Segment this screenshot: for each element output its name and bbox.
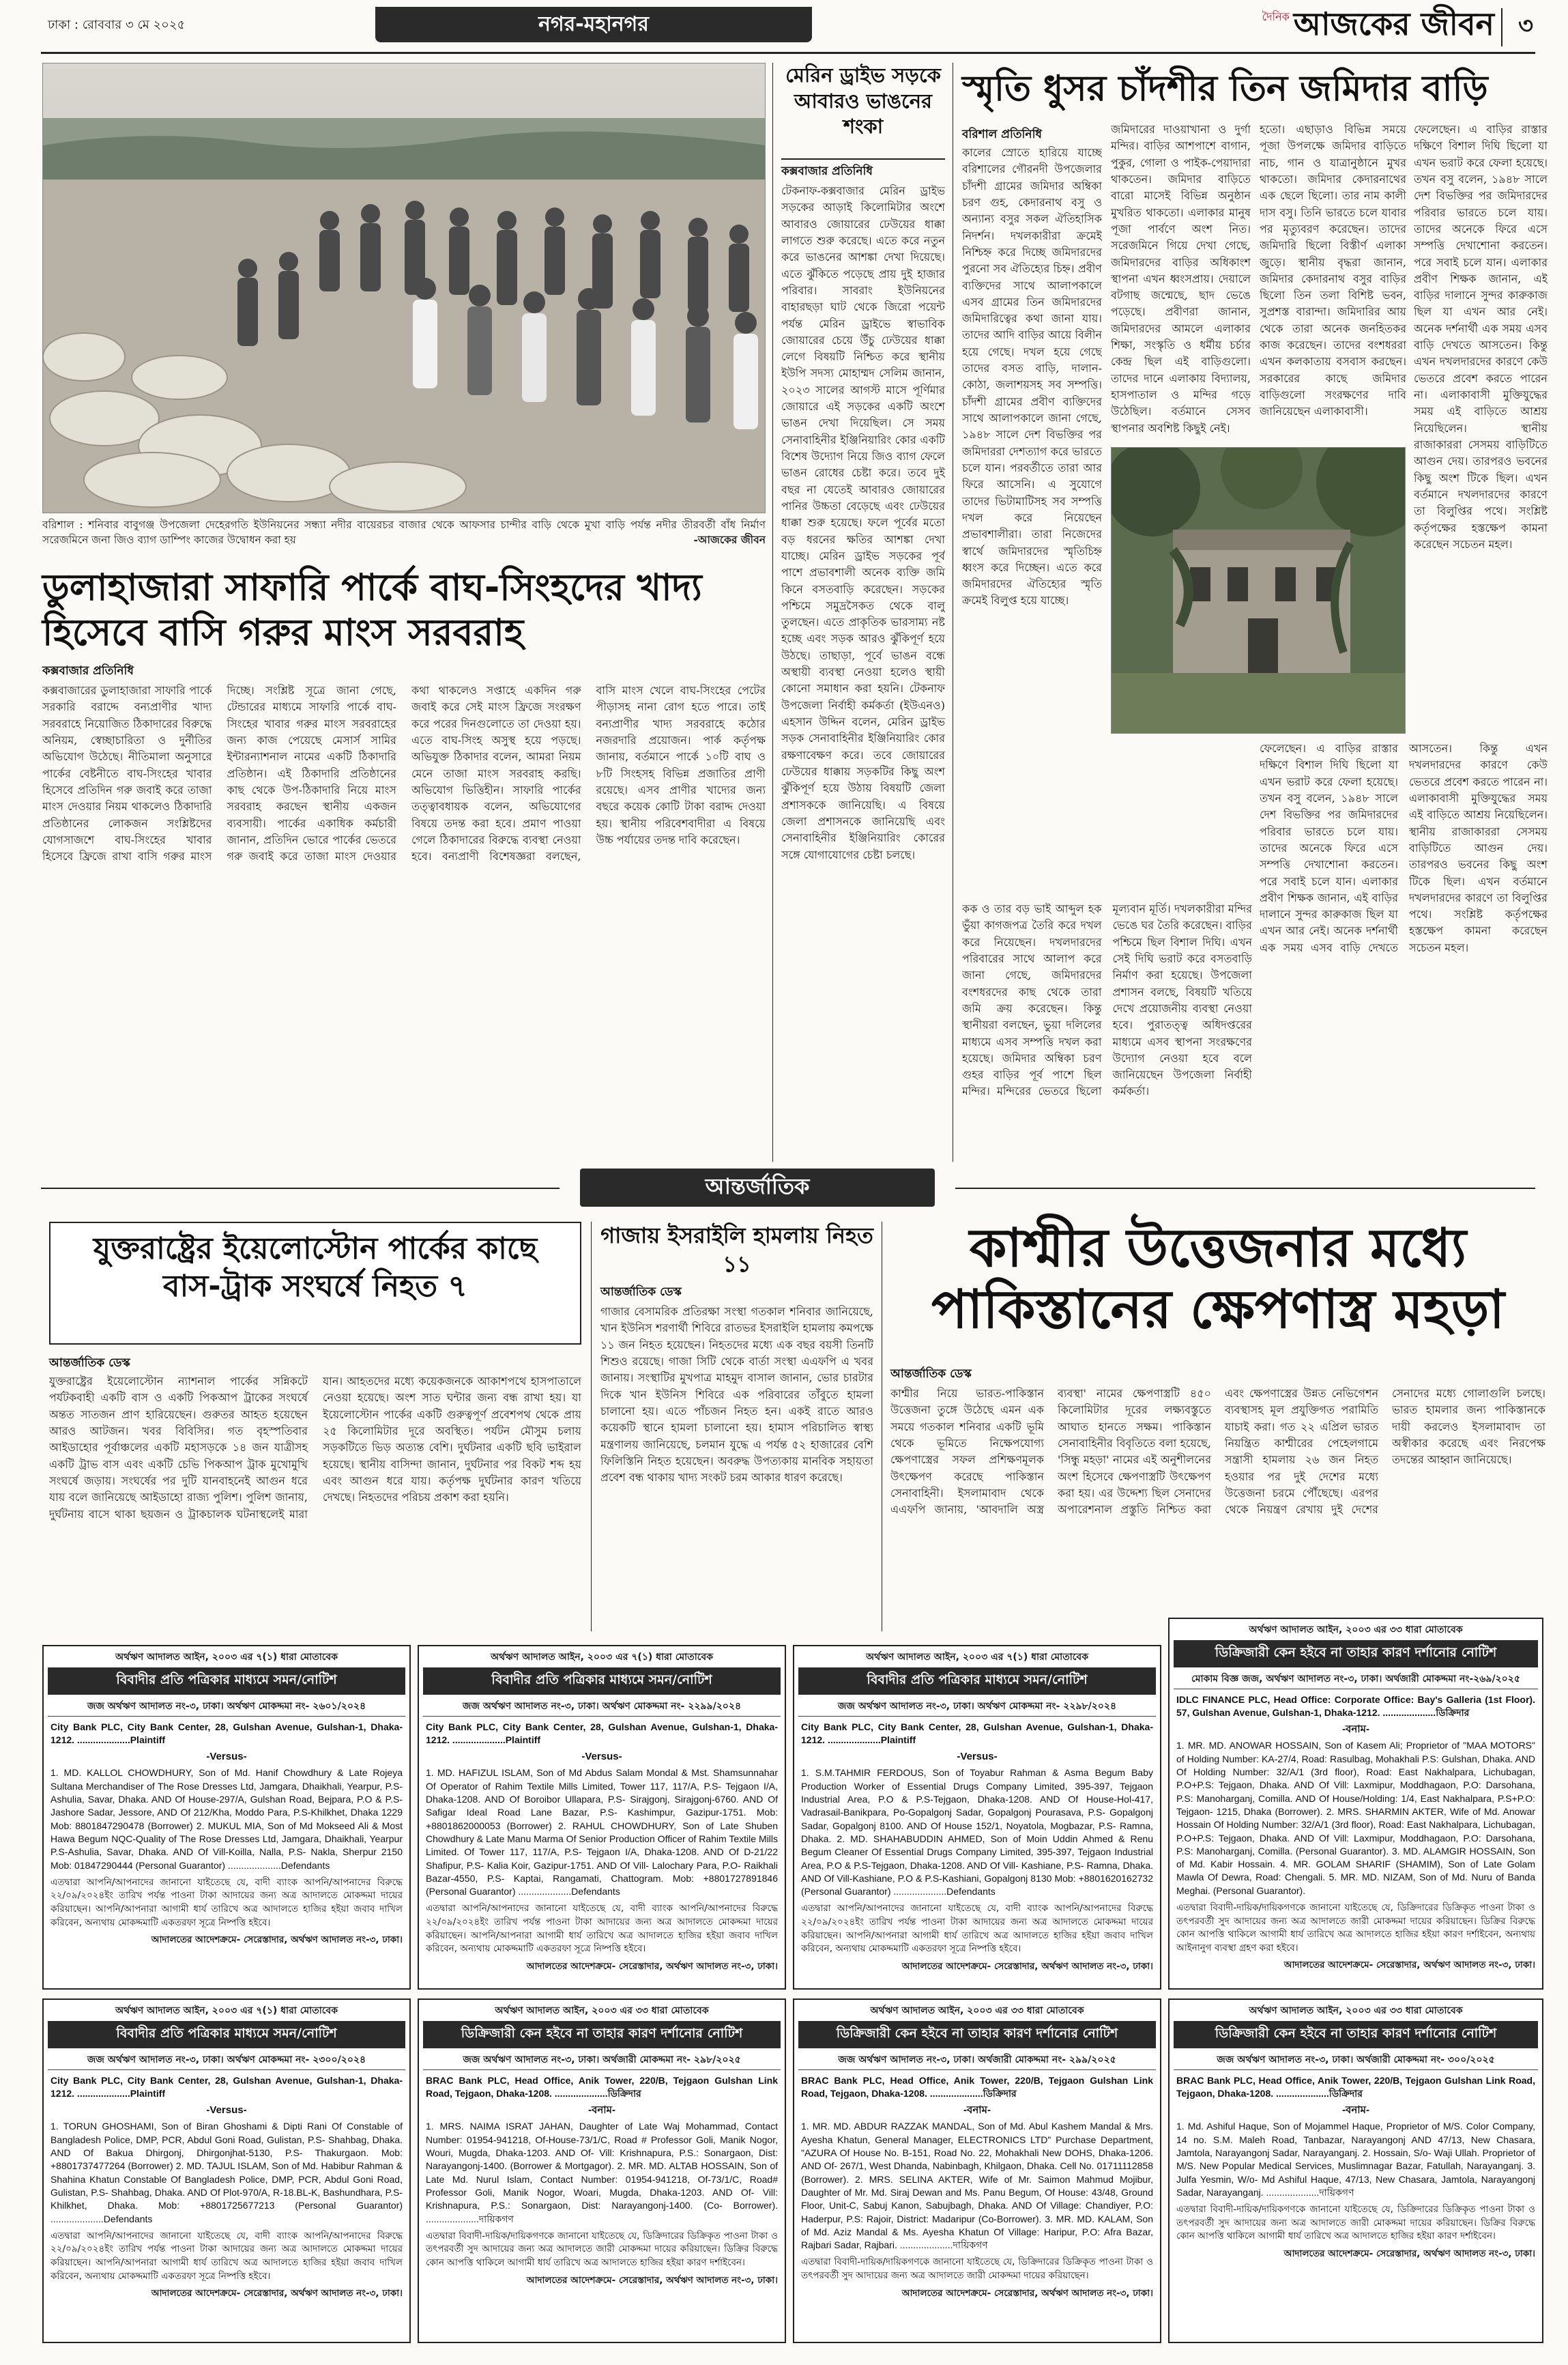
notice-signature: আদালতের আদেশক্রমে- সেরেস্তাদার, অর্থঋণ আদালত নং-৩, ঢাকা। [901,2287,1153,2299]
notice-title: ডিক্রিজারী কেন হইবে না তাহার কারণ দর্শানোর নোটিশ [1174,2021,1538,2048]
marine-head-rule [781,158,945,160]
notice-tail: এতদ্বারা আপনি/আপনাদের জানানো যাইতেছে যে, বাদী ব্যাংক আপনি/আপনাদের বিরুদ্ধে ২২/০৯/২০২৪ইং তারিখ পর্যন্ত পাওনা টাকা আদায়ের জন্য অত্র আদালতে মোকদ্দমা দায়ের করিয়াছেন। আপনি/আপনারা আগামী ধার্য তারিখে অত্র আদালতে হাজির হইয়া জবাব দাখিল করিবেন, অন্যথায় মোকদ্দমাটি একতরফা সূত্রে নিষ্পত্তি হইবে। [801,1903,1153,1955]
notice-plaintiff: IDLC FINANCE PLC, Head Office: Corporate Office: Bay's Galleria (1st Floor). 57, Gulshan Avenue, Gulshan-1, Dhaka-1212. ....................ডিক্রিদার [1176,1694,1535,1719]
notice-defendants: 1. MRS. NAIMA ISRAT JAHAN, Daughter of Late Waj Mohammad, Contact Number: 01954-941218, Of-House-73/1/C, Road # Professor Goli, Manik Nogor, Wouri, Mugda, Dhaka-1203. AND Of- Vill: Krishnapura, P.S.: Sonargaon, Dist: Narayangonj-1400. (Borrower & Mortgagor). 2. MR. MD. ALTAB HOSSAIN, Son of Late Md. Nurul Islam, Contact Number: 01954-941218, Of-73/1/C, Road# Professor Goli, Manik Nogor, Woari, Mugda, Dhaka-1203. AND Of- Vill: Krishnapura, P.S.: Sonargaon, Dist: Narayangonj-1400. (Co- Borrower). ....................দায়িকগণ [426,2121,778,2224]
notice-plaintiff: City Bank PLC, City Bank Center, 28, Gulshan Avenue, Gulshan-1, Dhaka-1212. ....................Plaintiff [50,2075,403,2099]
caption-text: বরিশাল : শনিবার বাবুগঞ্জ উপজেলা দেহেরগতি ইউনিয়নের সন্ধ্যা নদীর বায়েরচর বাজার থেকে আফসার চান্দীর বাড়ি থেকে মুখা বাড়ি পর্যন্ত নদীর তীরবর্তী বাঁধ নির্মাণ সরেজমিনে জনা জিও ব্যাগ ডাম্পিং কাজের উদ্বোধন করা হয় [42,519,766,547]
date-line: ঢাকা : রোববার ৩ মে ২০২৫ [48,18,186,32]
legal-notice-5 [42,1998,411,2343]
notice-tail: এতদ্বারা বিবাদী-দায়িক/দায়িকগণকে জানানো যাইতেছে যে, ডিক্রিদারের ডিক্রিকৃত পাওনা টাকা ও তৎপরবর্তী সুদ আদায়ের জন্য অত্র আদালতে জারী মোকদ্দমা দায়ের করিয়াছেন। ডিক্রির বিরুদ্ধে কোন আপত্তি থাকিলে আগামী ধার্য তারিখে অত্র আদালতে হাজির হইয়া কারণ দর্শাইবেন, অন্যথায় আইনানুগ ব্যবস্থা গ্রহণ করা হইবে। [1176,1902,1535,1953]
notice-versus: -বনাম- [1342,2104,1369,2116]
zamindar-body-col3: হতো। এছাড়াও বিভিন্ন সময়ে পূজা উপলক্ষে জমিদার বাড়িতে নাচ, গান ও যাত্রানুষ্ঠানে মুখর থাকতো। জমিদার কেদারনাথের এক ছেলে ছিলো। তার নাম কালী দাস বসু। তিনি ভারতে চলে যাবার পর মৃত্যুবরণ করেছেন। তাদের জমিদারি ছিলো বিস্তীর্ণ এলাকা জুড়ে। স্থানীয় বৃদ্ধরা জানান, জমিদার কেদারনাথ বসুর বাড়ির ছিলো তিন তলা বিশিষ্ট ভবন, সুপ্রশস্ত বারান্দা। জমিদারির আয় থেকে তারা অনেক জনহিতকর কাজ করেছেন। তাদের বংশধররা এখন কলকাতায় বসবাস করছেন। সরকারের কাছে জমিদার বাড়িগুলো সংরক্ষণের দাবি জানিয়েছেন এলাকাবাসী। [1260,123,1406,418]
yellowstone-box [49,1222,581,1345]
legal-notice-6 [418,1998,786,2343]
zamindar-house-photo [1111,447,1406,734]
notice-tail: এতদ্বারা আপনি/আপনাদের জানানো যাইতেছে যে, বাদী ব্যাংক আপনি/আপনাদের বিরুদ্ধে ২২/০৯/২০২৪ইং তারিখ পর্যন্ত পাওনা টাকা আদায়ের জন্য অত্র আদালতে মোকদ্দমা দায়ের করিয়াছেন। আপনি/আপনারা আগামী ধার্য তারিখে অত্র আদালতে হাজির হইয়া জবাব দাখিল করিবেন, অন্যথায় মোকদ্দমাটি একতরফা সূত্রে নিষ্পত্তি হইবে। [426,1903,778,1955]
kashmir-body: কাশ্মীর নিয়ে ভারত-পাকিস্তান উত্তেজনা তুঙ্গে উঠেছে এমন এক সময়ে গতকাল শনিবার একটি ভূমি থেকে ভূমিতে নিক্ষেপযোগ্য ক্ষেপণাস্ত্রের সফল প্রশিক্ষণমূলক উৎক্ষেপণ করেছে পাকিস্তান সেনাবাহিনী। ইসলামাবাদ থেকে এএফপি জানায়, 'আবদালি অস্ত্র ব্যবস্থা' নামের ক্ষেপণাস্ত্রটি ৪৫০ কিলোমিটার দূরের লক্ষ্যবস্তুতে আঘাত হানতে সক্ষম। পাকিস্তান সেনাবাহিনীর বিবৃতিতে বলা হয়েছে, 'সিন্ধু মহড়া' নামের এই অনুশীলনের অংশ হিসেবে ক্ষেপণাস্ত্রটি উৎক্ষেপণ করা হয়। এর উদ্দেশ্য ছিল সেনাদের অপারেশনাল প্রস্তুতি নিশ্চিত করা এবং ক্ষেপণাস্ত্রের উন্নত নেভিগেশন ব্যবস্থাসহ মূল প্রযুক্তিগত পরামিতি যাচাই করা। গত ২২ এপ্রিল ভারত নিয়ন্ত্রিত কাশ্মীরের পেহেলগামে সন্ত্রাসী হামলায় ২৬ জন নিহত হওয়ার পর দুই দেশের মধ্যে উত্তেজনা চরমে পৌঁছেছে। এরপর থেকে নিয়ন্ত্রণ রেখায় দুই দেশের সেনাদের মধ্যে গোলাগুলি চলছে। ভারত হামলার জন্য পাকিস্তানকে দায়ী করলেও ইসলামাবাদ তা অস্বীকার করেছে এবং নিরপেক্ষ তদন্তের আহ্বান জানিয়েছে। [890,1387,1545,1517]
notice-title: বিবাদীর প্রতি পত্রিকার মাধ্যমে সমন/নোটিশ [423,1667,781,1695]
notice-versus: -Versus- [206,2104,247,2116]
yellowstone-byline: আন্তর্জাতিক ডেস্ক [49,1356,130,1370]
kashmir-headline: কাশ্মীর উত্তেজনার মধ্যে পাকিস্তানের ক্ষেপণাস্ত্র মহড়া [931,1218,1505,1341]
notice-defendants: 1. MD. KALLOL CHOWDHURY, Son of Md. Hanif Chowdhury & Late Rojeya Sultana Merchandiser of The Rose Dresses Ltd, Jamgara, Dhaikhali, Yearpur, P.S-Ashulia, Savar, Dhaka. AND Of House-297/A, Gulshan Road, Bejpara, P.O & P.S-Jashore Sadar, Jessore, AND Of 212/Kha, Moddo Para, P.S-Khilkhet, Dhaka 1229 Mob: 8801847290478 (Borrower) 2. MUKUL MIA, Son of Md Mokseed Ali & Most Hawa Begum NQC-Quality of The Rose Dresses Ltd, Jamgara, Dhaikhali, Yearpur P.S-Ashulia, Savar, Dhaka. AND Of Vill-Koilla, Nalla, P.S- Nakla, Sherpur 2150 Mob: 01847290444 (Personal Guarantor) ....................Defendants [50,1767,403,1871]
notice-tail: এতদ্বারা বিবাদী-দায়িক/দায়িকগণকে জানানো যাইতেছে যে, ডিক্রিদারের ডিক্রিকৃত পাওনা টাকা ও তৎপরবর্তী সুদ আদায়ের জন্য অত্র আদালতে জারী মোকদ্দমা দায়ের করিয়াছেন। ডিক্রির বিরুদ্ধে কোন আপত্তি থাকিলে আগামী ধার্য তারিখে অত্র আদালতে হাজির হইয়া কারণ দর্শাইবেন। [426,2230,778,2268]
intl-left-rule [41,1188,560,1189]
notice-law: অর্থঋণ আদালত আইন, ২০০৩ এর ৩৩ ধারা মোতাবেক [495,2005,709,2016]
notice-title: ডিক্রিজারী কেন হইবে না তাহার কারণ দর্শানোর নোটিশ [1174,1640,1538,1667]
page-number: ৩ [1501,8,1549,46]
notice-defendants: 1. TORUN GHOSHAMI, Son of Biran Ghoshami & Dipti Rani Of Constable of Bangladesh Police, DMP, PCR, Abdul Goni Road, Gulistan, P.S- Shahbag, Dhaka. AND Of Bakua Dhirgonj, Dhirgonjhat-5130, P.S- Thakurgaon. Mob: +8801737477264 (Borrower) 2. MD. TAJUL ISLAM, Son of Md. Habibur Rahman & Shahina Khatun Constable Of Bangladesh Police, DMP, PCR, Abdul Goni Road, Gulistan, P.S- Shahbag, Dhaka. AND Of Plot-970/A, R-18.BL-K, Bashundhara, P.S- Khilkhet, Dhaka. Mob: +8801725677213 (Personal Guarantor) ....................Defendants [50,2121,403,2224]
notice-law: অর্থঋণ আদালত আইন, ২০০৩ এর ৩৩ ধারা মোতাবেক [870,2005,1084,2016]
notice-case: জজ অর্থঋণ আদালত নং-৩, ঢাকা। অর্থঋণ মোকদ্দমা নং- ২৩০০/২০২৪ [48,2050,405,2070]
notice-case: জজ অর্থঋণ আদালত নং-৩, ঢাকা। অর্থজারী মোকদ্দমা নং- ২৯৯/২০২৫ [798,2050,1156,2070]
legal-notice-7 [793,1998,1161,2343]
safari-body: কক্সবাজারের ডুলাহাজারা সাফারি পার্কে সরকারি বরাদ্দে বন্যপ্রাণীর খাদ্য সরবরাহে নিয়োজিত ঠিকাদারের বিরুদ্ধে অনিয়ম, স্বেচ্ছাচারিতা ও দুর্নীতির অভিযোগ উঠেছে। নীতিমালা অনুসারে পার্কের বেষ্টনীতে বাঘ-সিংহের খাবার হিসেবে প্রতিদিন গরু জবাই করে তাজা মাংস দেওয়ার নিয়ম থাকলেও ঠিকাদারি প্রতিষ্ঠানের লোকজন সংশ্লিষ্টদের যোগসাজশে বাঘ-সিংহের খাবার হিসেবে ফ্রিজে রাখা বাসি গরুর মাংস দিচ্ছে। সংশ্লিষ্ট সূত্রে জানা গেছে, টেন্ডারের মাধ্যমে সাফারি পার্কে বাঘ-সিংহের খাবার গরুর মাংস সরবরাহের জন্য কাজ পেয়েছে মেসার্স সামির ইন্টারন্যাশনাল নামের একটি ঠিকাদারি প্রতিষ্ঠান। এই ঠিকাদারি প্রতিষ্ঠানের কাছ থেকে উপ-ঠিকাদারি নিয়ে মাংস সরবরাহ করছেন স্থানীয় একজন ব্যবসায়ী। পার্কের একাধিক কর্মচারী জানান, প্রতিদিন ভোরে পার্কের ভেতরে গরু জবাই করে তাজা মাংস দেওয়ার কথা থাকলেও সপ্তাহে একদিন গরু জবাই করে সেই মাংস ফ্রিজে সংরক্ষণ করে পরের দিনগুলোতে তা দেওয়া হয়। এতে বাঘ-সিংহ অসুস্থ হয়ে পড়ছে। অভিযুক্ত ঠিকাদার বলেন, আমরা নিয়ম মেনে তাজা মাংস সরবরাহ করছি। অভিযোগ ভিত্তিহীন। সাফারি পার্কের তত্ত্বাবধায়ক বলেন, অভিযোগের বিষয়ে তদন্ত করা হবে। প্রমাণ পাওয়া গেলে ঠিকাদারের বিরুদ্ধে ব্যবস্থা নেওয়া হবে। বন্যপ্রাণী বিশেষজ্ঞরা বলছেন, বাসি মাংস খেলে বাঘ-সিংহের পেটের পীড়াসহ নানা রোগ হতে পারে। তাই বন্যপ্রাণীর খাদ্য সরবরাহে কঠোর নজরদারি প্রয়োজন। পার্ক কর্তৃপক্ষ জানায়, বর্তমানে পার্কে ১০টি বাঘ ও ৮টি সিংহসহ বিভিন্ন প্রজাতির প্রাণী রয়েছে। এসব প্রাণীর খাদ্যের জন্য বছরে কয়েক কোটি টাকা বরাদ্দ দেওয়া হয়। স্থানীয় পরিবেশবাদীরা এ বিষয়ে উচ্চ পর্যায়ের তদন্ত দাবি করেছেন। [42,684,766,863]
legal-notice-4 [1168,1618,1543,1990]
section-header-city: নগর-মহানগর [375,7,812,42]
notice-tail: এতদ্বারা আপনি/আপনাদের জানানো যাইতেছে যে, বাদী ব্যাংক আপনি/আপনাদের বিরুদ্ধে ২২/০৯/২০২৪ইং তারিখ পর্যন্ত পাওনা টাকা আদায়ের জন্য অত্র আদালতে মোকদ্দমা দায়ের করিয়াছেন। আপনি/আপনারা আগামী ধার্য তারিখে অত্র আদালতে হাজির হইয়া জবাব দাখিল করিবেন, অন্যথায় মোকদ্দমাটি একতরফা সূত্রে নিষ্পত্তি হইবে। [50,2230,403,2282]
zamindar-body-col3b: ফেলেছেন। এ বাড়ির রাস্তার দক্ষিণে বিশাল দিঘি ছিলো যা এখন ভরাট করে ফেলা হয়েছে। তখন বসু বলেন, ১৯৪৮ সালে দেশ বিভক্তির পর জমিদারদের পরিবার ভারতে চলে যায়। তাদের অনেকে ফিরে এসে সম্পত্তি দেখাশোনা করতেন। পরে সবাই চলে যান। এলাকার প্রবীণ শিক্ষক জানান, এই বাড়ির দালানে সুন্দর কারুকাজ ছিল যা এখন আর নেই। অনেক দর্শনার্থী এক সময় এসব বাড়ি দেখতে আসতেন। কিন্তু এখন দখলদারদের কারণে কেউ ভেতরে প্রবেশ করতে পারেন না। এলাকাবাসী মুক্তিযুদ্ধের সময় এই বাড়িতে আশ্রয় নিয়েছিলেন। স্থানীয় রাজাকাররা সেসময় বাড়িটিতে আগুন দেয়। তারপরও ভবনের কিছু অংশ টিকে ছিল। এখন বর্তমানে দখলদারদের কারণে তা বিলুপ্তির পথে। সংশ্লিষ্ট কর্তৃপক্ষের হস্তক্ষেপ কামনা করেছেন সচেতন মহল। [1414,123,1548,551]
notice-versus: -বনাম- [588,2104,615,2116]
notice-versus: -বনাম- [1342,1723,1369,1735]
marine-drive-headline: মেরিন ড্রাইভ সড়কে আবারও ভাঙনের শংকা [785,63,941,139]
notice-signature: আদালতের আদেশক্রমে- সেরেস্তাদার, অর্থঋণ আদালত নং-৩, ঢাকা। [1283,1960,1535,1971]
notice-case: জজ অর্থঋণ আদালত নং-৩, ঢাকা। অর্থজারী মোকদ্দমা নং- ২৯৮/২০২৫ [423,2050,781,2070]
notice-signature: আদালতের আদেশক্রমে- সেরেস্তাদার, অর্থঋণ আদালত নং-৩, ঢাকা। [1283,2248,1535,2259]
notice-defendants: 1. Md. Ashiful Haque, Son of Mojammel Haque, Proprietor of M/S. Color Company, 14 no. S.M. Maleh Road, Tanbazar, Narayangonj AND 47/13, New Chasara, Jamtola, Narayangonj Sadar, Narayanganj. 2. Hossain, S/o- Waji Ullah. Proprietor of M/S. New Popular Medical Services, Muslimnagar Bazar, Fatullah, Narayanganj. 3. Julfa Yesmin, W/o- Md Ashiful Haque, 47/13, New Chasara, Jamtola, Narayangonj Sadar, Narayanganj. ....................দায়িকগণ [1176,2121,1535,2198]
zamindar-house-image [1112,448,1406,734]
notice-law: অর্থঋণ আদালত আইন, ২০০৩ এর ৩৩ ধারা মোতাবেক [1249,2005,1463,2016]
notice-case: জজ অর্থঋণ আদালত নং-৩, ঢাকা। অর্থজারী মোকদ্দমা নং- ৩০০/২০২৫ [1174,2050,1538,2070]
notice-signature: আদালতের আদেশক্রমে- সেরেস্তাদার, অর্থঋণ আদালত নং-৩, ঢাকা। [151,1934,403,1946]
notice-plaintiff: BRAC Bank PLC, Head Office, Anik Tower, 220/B, Tejgaon Gulshan Link Road, Tejgaon, Dhaka-1208. ....................ডিক্রিদার [426,2075,778,2099]
zamindar-headline: স্মৃতি ধুসর চাঁদশীর তিন জমিদার বাড়ি [962,68,1488,109]
zamindar-body-col4: কক ও তার বড় ভাই আব্দুল হক ভুঁয়া কাগজপত্র তৈরি করে দখল করে নিয়েছেন। দখলদারদের পরিবারের সাথে আলাপ করে জানা গেছে, জমিদারদের বংশধরদের কাছ থেকে তারা জমি ক্রয় করেছেন। কিন্তু স্থানীয়রা বলছেন, ভুয়া দলিলের মাধ্যমে এসব সম্পত্তি দখল করা হয়েছে। জমিদার অম্বিকা চরণ গুহর বাড়ির পূর্ব পাশে ছিল মন্দির। মন্দিরের ভেতরে ছিলো মূল্যবান মূর্তি। দখলকারীরা মন্দির ভেঙে ঘর তৈরি করেছেন। বাড়ির পশ্চিমে ছিল বিশাল দিঘি। এখন সেই দিঘি ভরাট করে বসতবাড়ি নির্মাণ করা হয়েছে। উপজেলা প্রশাসন বলছে, বিষয়টি খতিয়ে দেখে প্রয়োজনীয় ব্যবস্থা নেওয়া হবে। পুরাতত্ত্ব অধিদপ্তরের মাধ্যমে এসব স্থাপনা সংরক্ষণের উদ্যোগ নেওয়া হবে বলে জানিয়েছেন উপজেলা নির্বাহী কর্মকর্তা। [962,902,1252,1098]
notice-defendants: 1. MD. HAFIZUL ISLAM, Son of Md Abdus Salam Mondal & Mst. Shamsunnahar Of Operator of Rahim Textile Mills Limited, Tower 117, 117/A, P.S- Tejgaon I/A, Dhaka-1208. AND Of Boroibor Ullapara, P.S- Sirajgonj, Sirajgonj-6760. AND Of Safigar Ideal Road Lane Bazar, P.S- Kashimpur, Gazipur-1751. Mob: +8801862000053 (Borrower) 2. RAHUL CHOWDHURY, Son of Late Shuben Chowdhury & Late Manu Marma Of Senior Production Officer of Rahim Textile Mills Limited. Of Tower 117, 117/A, P.S- Tejgaon I/A, Dhaka-1208. AND Of D-21/22 Shafipur, P.S- Kalia Koir, Gazipur-1751. AND Of Vill- Lalochary Para, P.O- Raikhali Bazar-4550, P.S- Kaptai, Rangamati, Chattogram. Mob: +8801727891846 (Personal Guarantor) ....................Defendants [426,1767,778,1897]
notice-tail: এতদ্বারা আপনি/আপনাদের জানানো যাইতেছে যে, বাদী ব্যাংক আপনি/আপনাদের বিরুদ্ধে ২২/০৯/২০২৪ইং তারিখ পর্যন্ত পাওনা টাকা আদায়ের জন্য অত্র আদালতে মোকদ্দমা দায়ের করিয়াছেন। আপনি/আপনারা আগামী ধার্য তারিখে অত্র আদালতে হাজির হইয়া জবাব দাখিল করিবেন, অন্যথায় মোকদ্দমাটি একতরফা সূত্রে নিষ্পত্তি হইবে। [50,1876,403,1928]
notice-plaintiff: BRAC Bank PLC, Head Office, Anik Tower, 220/B, Tejgaon Gulshan Link Road, Tejgaon, Dhaka-1208. ....................ডিক্রিদার [1176,2075,1535,2099]
notice-title: বিবাদীর প্রতি পত্রিকার মাধ্যমে সমন/নোটিশ [798,1667,1156,1695]
newspaper-logo [1112,5,1494,48]
notice-versus: -Versus- [581,1750,622,1762]
section-header-international: আন্তর্জাতিক [580,1169,935,1207]
legal-notice-3 [793,1645,1161,1990]
notice-case: মোকাম বিজ্ঞ জজ, অর্থঋণ আদালত নং-৩, ঢাকা। অর্থজারী মোকদ্দমা নং-২৬৯/২০২৫ [1174,1669,1538,1689]
embankment-photo-image [43,63,766,513]
notice-signature: আদালতের আদেশক্রমে- সেরেস্তাদার, অর্থঋণ আদালত নং-৩, ঢাকা। [526,2274,778,2286]
notice-signature: আদালতের আদেশক্রমে- সেরেস্তাদার, অর্থঋণ আদালত নং-৩, ঢাকা। [901,1960,1153,1972]
legal-notice-8 [1168,1998,1543,2343]
notice-plaintiff: City Bank PLC, City Bank Center, 28, Gulshan Avenue, Gulshan-1, Dhaka-1212. ....................Plaintiff [50,1721,403,1746]
safari-headline: ডুলাহাজারা সাফারি পার্কে বাঘ-সিংহদের খাদ্য হিসেবে বাসি গরুর মাংস সরবরাহ [42,566,702,654]
kashmir-byline: আন্তর্জাতিক ডেস্ক [890,1367,972,1381]
notice-title: ডিক্রিজারী কেন হইবে না তাহার কারণ দর্শানোর নোটিশ [798,2021,1156,2048]
notice-signature: আদালতের আদেশক্রমে- সেরেস্তাদার, অর্থঋণ আদালত নং-৩, ঢাকা। [151,2288,403,2299]
legal-notice-2 [418,1645,786,1990]
notice-signature: আদালতের আদেশক্রমে- সেরেস্তাদার, অর্থঋণ আদালত নং-৩, ঢাকা। [526,1960,778,1972]
notice-law: অর্থঋণ আদালত আইন, ২০০৩ এর ৩৩ ধারা মোতাবেক [1249,1624,1463,1635]
embankment-photo [42,63,766,513]
notice-plaintiff: City Bank PLC, City Bank Center, 28, Gulshan Avenue, Gulshan-1, Dhaka-1212. ....................Plaintiff [426,1721,778,1746]
notice-law: অর্থঋণ আদালত আইন, ২০০৩ এর ৭(১) ধারা মোতাবেক [490,1652,714,1663]
col-rule-1 [772,63,773,1162]
notice-versus: -বনাম- [963,2104,991,2116]
gaza-headline: গাজায় ইসরাইলি হামলায় নিহত ১১ [600,1222,873,1277]
caption-credit: -আজকের জীবন [693,533,766,547]
notice-title: বিবাদীর প্রতি পত্রিকার মাধ্যমে সমন/নোটিশ [48,2021,405,2048]
notice-case: জজ অর্থঋণ আদালত নং-৩, ঢাকা। অর্থঋণ মোকদ্দমা নং- ২২৯৯/২০২৪ [423,1697,781,1717]
notice-case: জজ অর্থঋণ আদালত নং-৩, ঢাকা। অর্থঋণ মোকদ্দমা নং- ২৬০১/২০২৪ [48,1697,405,1717]
zamindar-body-col1: কালের স্রোতে হারিয়ে যাচ্ছে বরিশালের গৌরনদী উপজেলার চাঁদশী গ্রামের জমিদার অম্বিকা চরণ গুহ, কেদারনাথ বসু ও অন্যান্য বসুর সকল ঐতিহাসিক নিদর্শন। দখলকারীরা ক্রমেই নিশ্চিহ্ন করে দিচ্ছে জমিদারদের পুরনো সব ঐতিহ্যের চিহ্ন। প্রবীণ ব্যক্তিদের সাথে আলাপকালে এসব গ্রামের তিন জমিদারদের জমিদারিত্বের কথা জানা যায়। তাদের আদি বাড়ির আয়ে বিলীন হয়ে গেছে। দখল হয়ে গেছে তাদের বসত বাড়ি, দালান-কোঠা, জলাশয়সহ সব সম্পত্তি। চাঁদশী গ্রামের প্রবীণ ব্যক্তিদের সাথে আলাপকালে জানা গেছে, ১৯৪৮ সালে দেশ বিভক্তির পর জমিদাররা দেশত্যাগ করে ভারতে চলে যান। পরবর্তীতে তারা আর ফিরে আসেনি। এ সুযোগে তাদের ভিটামাটিসহ সব সম্পত্তি দখল করে নিয়েছেন প্রভাবশালীরা। তারা নিজেদের স্বার্থে জমিদারদের স্মৃতিচিহ্ন ধ্বংস করে দিচ্ছেন। এতে করে জমিদারদের ঐতিহ্যের স্মৃতি ক্রমেই বিলুপ্ত হয়ে যাচ্ছে। [962,146,1102,607]
logo-small-text: দৈনিক [1262,10,1290,23]
safari-byline: কক্সবাজার প্রতিনিধি [42,664,134,678]
zamindar-byline: বরিশাল প্রতিনিধি [962,128,1042,141]
zamindar-body-col2: জমিদারের দাওয়াখানা ও দুর্গা মন্দির। বাড়ির আশপাশে বাগান, পুকুর, গোলা ও পাইক-পেয়াদারা থাকতেন। জমিদার বাড়িতে বারো মাসেই বিভিন্ন অনুষ্ঠান মুখরিত থাকতো। এলাকার মানুষ পূজা পার্বণে অংশ নিত। সরেজমিনে গিয়ে দেখা গেছে, জমিদারদের বাড়ির অধিকাংশ স্থাপনা এখন ধ্বংসপ্রায়। দেয়ালে বটগাছ জন্মেছে, ছাদ ভেঙে পড়েছে। প্রবীণরা জানান, জমিদারদের আমলে এলাকার শিক্ষা, সংস্কৃতি ও ধর্মীয় চর্চার কেন্দ্র ছিল এই বাড়িগুলো। তাদের দানে এলাকায় বিদ্যালয়, হাসপাতাল ও মন্দির গড়ে উঠেছিল। বর্তমানে সেসব স্থাপনার অবশিষ্ট কিছুই নেই। [1111,123,1251,435]
notice-law: অর্থঋণ আদালত আইন, ২০০৩ এর ৭(১) ধারা মোতাবেক [115,1652,338,1663]
marine-body: টেকনাফ-কক্সবাজার মেরিন ড্রাইভ সড়কের আড়াই কিলোমিটার অংশে আবারও জোয়ারের ঢেউয়ের ধাক্কা লাগতে শুরু করেছে। এতে করে নতুন করে ভাঙনের আশঙ্কা দেখা দিয়েছে। এতে ঝুঁকিতে পড়েছে প্রায় দুই হাজার পরিবার। সাবরাং ইউনিয়নের বাহারছড়া ঘাট থেকে জিরো পয়েন্ট পর্যন্ত মেরিন ড্রাইভে স্বাভাবিক জোয়ারের চেয়ে উঁচু ঢেউয়ের ধাক্কা লেগে বিষয়টি নিশ্চিত করে স্থানীয় ইউপি সদস্য মোহাম্মদ সেলিম জানান, ২০২৩ সালের আগস্ট মাসে পূর্ণিমার জোয়ারে এই সড়কের একটি অংশে ভাঙন দেখা দিয়েছিল। সে সময় সেনাবাহিনীর ইঞ্জিনিয়ারিং কোর একটি বিশেষ উদ্যোগ নিয়ে জিও ব্যাগ ফেলে ভাঙন রোধের চেষ্টা করে। তবে দুই বছর না যেতেই আবারও জোয়ারের পানির উচ্চতা বেড়েছে এবং ঢেউয়ের ধাক্কা শুরু হয়েছে। ফলে পূর্বের মতো বড় ধরনের ক্ষতির আশঙ্কা দেখা যাচ্ছে। মেরিন ড্রাইভ সড়কের পূর্ব পাশে প্রভাবশালী অনেক ব্যক্তি জমি কিনে বসতবাড়ি করেছেন। সড়কের পশ্চিমে সমুদ্রসৈকত থেকে বালু তুলছেন। এতে প্রাকৃতিক ভারসাম্য নষ্ট হচ্ছে এবং সড়ক আরও ঝুঁকিপূর্ণ হয়ে উঠছে। তাছাড়া, পূর্বে ভাঙন বন্ধে অস্থায়ী ব্যবস্থা নেওয়া হলেও স্থায়ী কোনো সমাধান করা হয়নি। টেকনাফ উপজেলা নির্বাহী কর্মকর্তা (ইউএনও) এহসান উদ্দিন বলেন, মেরিন ড্রাইভ সড়ক সেনাবাহিনীর ইঞ্জিনিয়ারিং কোর রক্ষণাবেক্ষণ করে। তবে জোয়ারের ঢেউয়ের ধাক্কায় সড়কটির কিছু অংশ ঝুঁকিপূর্ণ হয়ে উঠায় বিষয়টি জেলা প্রশাসককে জানিয়েছি। এ বিষয়ে জেলা প্রশাসনকে জানিয়েছি এবং সেনাবাহিনীর ইঞ্জিনিয়ারিং কোরের সঙ্গে যোগাযোগের চেষ্টা চলছে। [781,184,945,861]
notice-law: অর্থঋণ আদালত আইন, ২০০৩ এর ৭(১) ধারা মোতাবেক [865,1652,1089,1663]
notice-law: অর্থঋণ আদালত আইন, ২০০৩ এর ৭(১) ধারা মোতাবেক [115,2005,338,2016]
zamindar-body-col5: ফেলেছেন। এ বাড়ির রাস্তার দক্ষিণে বিশাল দিঘি ছিলো যা এখন ভরাট করে ফেলা হয়েছে। তখন বসু বলেন, ১৯৪৮ সালে দেশ বিভক্তির পর জমিদারদের পরিবার ভারতে চলে যায়। তাদের অনেকে ফিরে এসে সম্পত্তি দেখাশোনা করতেন। পরে সবাই চলে যান। এলাকার প্রবীণ শিক্ষক জানান, এই বাড়ির দালানে সুন্দর কারুকাজ ছিল যা এখন আর নেই। অনেক দর্শনার্থী এক সময় এসব বাড়ি দেখতে আসতেন। কিন্তু এখন দখলদারদের কারণে কেউ ভেতরে প্রবেশ করতে পারেন না। এলাকাবাসী মুক্তিযুদ্ধের সময় এই বাড়িতে আশ্রয় নিয়েছিলেন। স্থানীয় রাজাকাররা সেসময় বাড়িটিতে আগুন দেয়। তারপরও ভবনের কিছু অংশ টিকে ছিল। এখন বর্তমানে দখলদারদের কারণে তা বিলুপ্তির পথে। সংশ্লিষ্ট কর্তৃপক্ষের হস্তক্ষেপ কামনা করেছেন সচেতন মহল। [1260,742,1548,954]
notice-versus: -Versus- [206,1750,247,1762]
logo-text: আজকের জীবন [1293,5,1494,42]
embankment-photo-caption [42,517,766,557]
intl-right-rule [955,1188,1535,1189]
notice-plaintiff: BRAC Bank PLC, Head Office, Anik Tower, 220/B, Tejgaon Gulshan Link Road, Tejgaon, Dhaka-1208. ....................ডিক্রিদার [801,2075,1153,2099]
masthead-rule [41,52,1535,54]
gaza-byline: আন্তর্জাতিক ডেস্ক [600,1285,682,1299]
notice-plaintiff: City Bank PLC, City Bank Center, 28, Gulshan Avenue, Gulshan-1, Dhaka-1212. ....................Plaintiff [801,1721,1153,1746]
gaza-body: গাজার বেসামরিক প্রতিরক্ষা সংস্থা গতকাল শনিবার জানিয়েছে, খান ইউনিস শরণার্থী শিবিরে রাতভর ইসরাইলি হামলায় কমপক্ষে ১১ জন নিহত হয়েছেন। নিহতদের মধ্যে এক বছর বয়সী তিনটি শিশুও রয়েছে। গাজা সিটি থেকে বার্তা সংস্থা এএফপি এ খবর জানায়। সংস্থাটির মুখপাত্র মাহমুদ বাসাল জানান, ভোর চারটার দিকে খান ইউনিস শিবিরে এক পরিবারের তাঁবুতে হামলা চালানো হয়। এতে পাঁচজন নিহত হন। একই রাতে আরও কয়েকটি স্থানে হামলা চালানো হয়। হামাস পরিচালিত স্বাস্থ্য মন্ত্রণালয় জানিয়েছে, চলমান যুদ্ধে এ পর্যন্ত ৫২ হাজারের বেশি ফিলিস্তিনি নিহত হয়েছেন। অবরুদ্ধ উপত্যকায় মানবিক সহায়তা প্রবেশ বন্ধ থাকায় খাদ্য সংকট চরম আকার ধারণ করেছে। [600,1305,873,1485]
notice-defendants: 1. S.M.TAHMIR FERDOUS, Son of Toyabur Rahman & Asma Begum Baby Production Worker of Essential Drugs Company Limited, 395-397, Tejgaon Industrial Area, P.O & P.S-Tejgaon, Dhaka-1208. AND Of House-Hol-417, Vadrasail-Banikpara, Po-Gopalgonj Sadar, Gopalgonj Pourasava, P.S- Gopalgonj Sadar, Gopalgonj 8100. AND Of House 152/1, Noyatola, Mogbazar, P.S- Ramna, Dhaka. 2. MD. SHAHABUDDIN AHMED, Son of Moin Uddin Ahmed & Renu Begum Cleaner Of Essential Drugs Company Limited, 395-397, Tejgaon Industrial Area, P.O & P.S-Tejgaon, Dhaka-1208. AND Of Vill- Kashiane, P.S- Ramna, Dhaka. AND Of Vill-Kashiane, P.O & P.S-Kashiani, Gopalgonj 8130 Mob: +8801620162732 (Personal Guarantor) ....................Defendants [801,1767,1153,1897]
notice-tail: এতদ্বারা বিবাদী-দায়িক/দায়িকগণকে জানানো যাইতেছে যে, ডিক্রিদারের ডিক্রিকৃত পাওনা টাকা ও তৎপরবর্তী সুদ আদায়ের জন্য অত্র আদালতে জারী মোকদ্দমা দায়ের করিয়াছেন। [801,2256,1153,2281]
yellowstone-headline: যুক্তরাষ্ট্রের ইয়েলোস্টোন পার্কের কাছে বাস-ট্রাক সংঘর্ষে নিহত ৭ [93,1231,538,1304]
notice-defendants: 1. MR. MD. ANOWAR HOSSAIN, Son of Kasem Ali; Proprietor of "MAA MOTORS" of Holding Number: KA-27/4, Road: Rasulbag, Mohakhali P.S: Gulshan, Dhaka. AND Of Holding Number: 32/A/1 (3rd floor), Road: East Nakhalpara, Lichubagan, P.O+P.S: Tejgaon, Dhaka. AND Of Vill: Laxmipur, Moddhagaon, P.O: Darsohana, P.S: Manoharganj, Comilla. AND Of House/Holding: 1/4, East Nakhalpara, P.S+P.O: Tejgaon- 1215, Dhaka (Borrower). 2. MRS. SHARMIN AKTER, Wife of Md. Anowar Hossain Of Holding Number: 32/A/1 (3rd floor), Road: East Nakhalpara, Lichubagan, P.O+P.S: Tejgaon, Dhaka. AND Of Vill: Laxmipur, Moddhagaon, P.O: Darsohana, P.S: Manoharganj, Comilla. (Personal Guarantor). 3. MD. ALAMGIR HOSSAIN, Son of Md. Kabir Hossain. 4. MR. GOLAM SHARIF (SHAMIM), Son of Late Golam Mawla Of Dewra, Road: Chengali. 5. MR. MD. NIZAM, Son of Md. Nuru of Banda Meghai. (Personal Guarantor). [1176,1740,1535,1896]
notice-versus: -Versus- [957,1750,998,1762]
col-rule-3 [591,1222,592,1631]
notice-title: ডিক্রিজারী কেন হইবে না তাহার কারণ দর্শানোর নোটিশ [423,2021,781,2048]
legal-notice-1 [42,1645,411,1990]
yellowstone-body: যুক্তরাষ্ট্রের ইয়েলোস্টোন ন্যাশনাল পার্কের সন্নিকটে পর্যটকবাহী একটি বাস ও একটি পিকআপ ট্রাকের সংঘর্ষে অন্তত সাতজন প্রাণ হারিয়েছেন। গুরুতর আহত হয়েছেন আরও আটজন। খবর বিবিসির। গত বৃহস্পতিবার আইডাহোর পূর্বাঞ্চলের একটি মহাসড়কে ১৪ জন যাত্রীসহ একটি ট্রাভ বাস এবং একটি চেভি পিকআপ ট্রাক মুখোমুখি সংঘর্ষে জড়ায়। সংঘর্ষের পর দুটি যানবাহনেই আগুন ধরে যায় বলে জানিয়েছে আইডাহো রাজ্য পুলিশ। পুলিশ জানায়, দুর্ঘটনায় বাসে থাকা ছয়জন ও ট্রাকচালক ঘটনাস্থলেই মারা যান। আহতদের মধ্যে কয়েকজনকে আকাশপথে হাসপাতালে নেওয়া হয়েছে। অংশ সাত ঘন্টার জন্য বন্ধ রাখা হয়। যা ইয়েলোস্টোন পার্কের একটি গুরুত্বপূর্ণ প্রবেশপথ থেকে প্রায় ২৫ কিলোমিটার দূরে অবস্থিত। পর্যটন মৌসুম চলায় সড়কটিতে ভিড় অত্যন্ত বেশি। দুর্ঘটনার একটি ছবি ভাইরাল হয়েছে। স্থানীয় বাসিন্দা জানান, দুর্ঘটনার পর বিকট শব্দ হয় এবং আগুন ধরে যায়। কর্তৃপক্ষ দুর্ঘটনার কারণ খতিয়ে দেখছে। নিহতদের পরিচয় প্রকাশ করা হয়নি। [49,1375,581,1521]
notice-tail: এতদ্বারা বিবাদী-দায়িক/দায়িকগণকে জানানো যাইতেছে যে, ডিক্রিদারের ডিক্রিকৃত পাওনা টাকা ও তৎপরবর্তী সুদ আদায়ের জন্য অত্র আদালতে জারী মোকদ্দমা দায়ের করিয়াছেন। ডিক্রির বিরুদ্ধে কোন আপত্তি থাকিলে আগামী ধার্য তারিখে অত্র আদালতে হাজির হইয়া কারণ দর্শাইবেন। [1176,2204,1535,2242]
notice-defendants: 1. MR. MD. ABDUR RAZZAK MANDAL, Son of Md. Abul Kashem Mandal & Mrs. Ayesha Khatun, General Manager, ELECTRONICS LTD" Purchase Department, "AZURA Of House No. B-151, Road No. 22, Mohakhali New DOHS, Dhaka-1206. AND Of- 267/1, West Dhanda, Nabinbagh, Khilgaon, Dhaka. Cell No. 01711112858 (Borrower). 2. MRS. SELINA AKTER, Wife of Mr. Saimon Mahmud Mojibur, Daughter of Mr. Md. Siraj Dewan and Ms. Panu Begum, Of House: 43/48, Ground Floor, Unit-C, Sabuj Kanon, Sabujbagh, Dhaka. AND Of Village: Chandiyer, P.O: Haderpur, P.S: Rajoir, District: Madaripur (Co-Borrower). 3. MR. MD. KALAM, Son of Md. Aziz Mandal & Ms. Ayesha Khatun Of Village: Haripur, P.O: Afra Bazar, Rajbari Sadar, Rajbari. ....................দায়িকগণ [801,2121,1153,2251]
notice-title: বিবাদীর প্রতি পত্রিকার মাধ্যমে সমন/নোটিশ [48,1667,405,1695]
marine-byline: কক্সবাজার প্রতিনিধি [781,164,873,178]
notice-case: জজ অর্থঋণ আদালত নং-৩, ঢাকা। অর্থঋণ মোকদ্দমা নং- ২২৯৮/২০২৪ [798,1697,1156,1717]
